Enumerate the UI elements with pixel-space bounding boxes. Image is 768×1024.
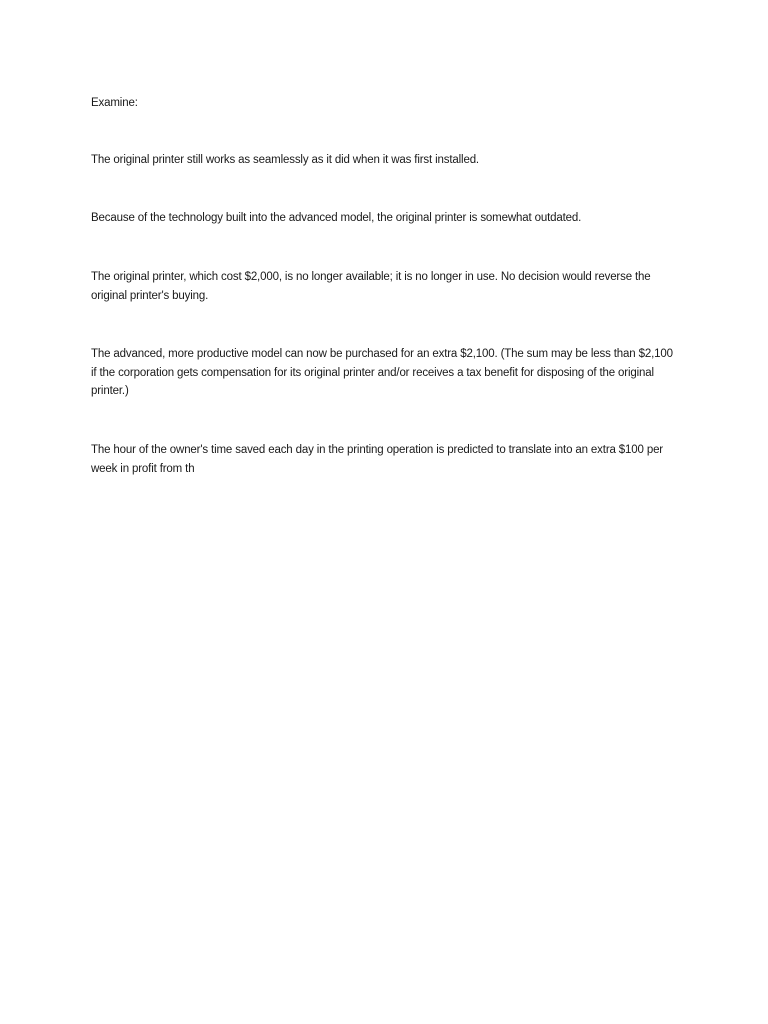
paragraph-advanced-model-price: The advanced, more productive model can now be purchased for an extra $2,100. (The sum may be less than $2,100 if the corporation gets compensation for its original printer and/or receives a tax benefit for disposing of the original printer.)	[91, 348, 673, 397]
document-heading: Examine:	[91, 97, 138, 109]
paragraph-time-saved-profit: The hour of the owner's time saved each day in the printing operation is predicted to translate into an extra $100 per week in profit from th	[91, 444, 663, 475]
paragraph-printer-cost: The original printer, which cost $2,000, is no longer available; it is no longer in use. No decision would reverse the original printer's buying.	[91, 271, 651, 302]
paragraph-printer-works: The original printer still works as seamlessly as it did when it was first installed.	[91, 154, 479, 166]
paragraph-printer-outdated: Because of the technology built into the advanced model, the original printer is somewhat outdated.	[91, 212, 582, 224]
